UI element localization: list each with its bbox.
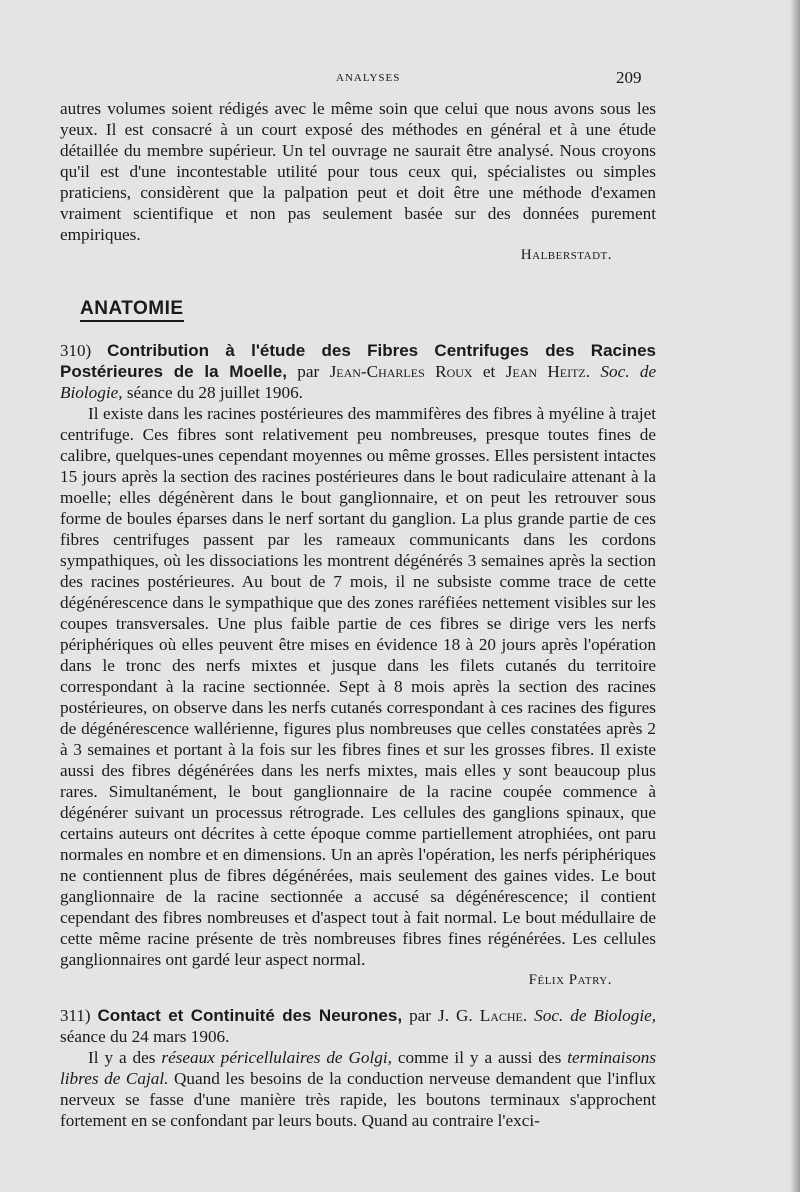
article-source: Soc. de Biologie, xyxy=(60,362,657,402)
article-310-body xyxy=(60,403,656,970)
article-author: Jean Heitz. xyxy=(505,362,591,381)
article-date: séance du 28 juillet 1906. xyxy=(126,383,303,402)
article-by: par xyxy=(409,1006,432,1025)
signature: Halberstadt. xyxy=(520,247,612,263)
article-311-body xyxy=(60,1047,656,1131)
article-italic-term: réseaux péricellulaires de Golgi, xyxy=(161,1048,392,1067)
intro-text: autres volumes soient rédigés avec le même soin que celui que nous avons sous les yeux. Il est consacré à un court exposé des méthodes en général et à une étude détaillée du membre supérieur. Un tel ouvrage ne saurait être analysé. Nous croyons qu'il est d'une incontestable utilité pour tous ceux qui, spécialistes ou simples praticiens, considèrent que la palpation peut et doit être une méthode d'examen vraiment scientifique et non pas seulement basée sur des données purement empiriques. xyxy=(60,99,656,244)
article-body-text: Il y a des xyxy=(88,1048,156,1067)
page-body xyxy=(60,98,656,1131)
section-title: ANATOMIE xyxy=(80,298,184,322)
intro-paragraph xyxy=(60,98,656,245)
article-body-text: comme il y a aussi des xyxy=(397,1048,562,1067)
article-source: Soc. de Biologie, xyxy=(534,1006,657,1025)
article-body-text: Il existe dans les racines postérieures des mammifères des fibres à myéline à trajet centrifuge. Ces fibres sont relativement peu nombreuses, presque toutes fines de calibre, quelques-unes cependant moyennes ou même grosses. Elles persistent intactes 15 jours après la section des racines postérieures dans le bout radiculaire attenant à la moelle; elles dégénèrent dans le bout ganglionnaire, et on peut les retrouver sous forme de boules éparses dans le nerf sortant du ganglion. La plus grande partie de ces fibres centrifuges passent par les rameaux communicants dans les cordons sympathiques, où les dissociations les montrent dégénérés 3 semaines après la section des racines postérieures. Au bout de 7 mois, il ne subsiste comme trace de cette dégénérescence dans le sympathique que des zones raréfiées nettement visibles sur les coupes transversales. Une plus faible partie de ces fibres se dirige vers les nerfs périphériques où elles peuvent être mises en évidence 18 à 20 jours après l'opération dans le tronc des nerfs mixtes et jusque dans les filets cutanés du territoire correspondant à la racine sectionnée. Sept à 8 mois après la section des racines postérieures, on observe dans les nerfs cutanés correspondant à ces racines des figures de dégénérescence wallérienne, figures plus nombreuses que celles constatées après 2 à 3 semaines et portant à la fois sur les fibres fines et sur les grosses fibres. Il existe aussi des fibres dégénérées dans les nerfs mixtes, mais elles y sont beaucoup plus rares. Simultanément, le bout ganglionnaire de la racine coupée commence à dégénérer suivant un processus rétrograde. Les cellules des ganglions spinaux, que certains auteurs ont décrites à cette époque comme partiellement atrophiées, ont paru normales en nombre et en dimensions. Un an après l'opération, les nerfs périphériques ne contiennent plus de fibres dégénérées, mais seulement des gaines vides. Le bout ganglionnaire de la racine sectionnée a accusé sa dégénérescence; il contient cependant des fibres nombreuses et d'aspect tout à fait normal. Le bout médullaire de cette même racine présente de très nombreuses fibres fines régénérées. Les cellules ganglionnaires ont gardé leur aspect normal. xyxy=(60,404,656,969)
article-author: J. G. Lache. xyxy=(438,1006,528,1025)
signature: Félix Patry. xyxy=(528,972,612,988)
article-number: 311) xyxy=(60,1006,91,1025)
article-310-heading xyxy=(60,340,656,403)
article-body-text: Quand les besoins de la conduction nerveuse demandent que l'influx nerveux se fasse d'une manière très rapide, les boutons terminaux s'approchent fortement en se confondant par leurs bouts. Quand au contraire l'exci- xyxy=(60,1069,657,1130)
article-italic-term: terminaisons libres de Cajal. xyxy=(60,1048,657,1088)
article-311-heading xyxy=(60,1005,656,1047)
article-author: Jean-Charles Roux xyxy=(329,362,473,381)
article-date: séance du 24 mars 1906. xyxy=(60,1027,230,1046)
page-edge-shadow xyxy=(790,0,800,1192)
article-number: 310) xyxy=(60,341,92,360)
article-title: Contribution à l'étude des Fibres Centrifuges des Racines Postérieures de la Moelle, xyxy=(60,341,656,381)
page-number: 209 xyxy=(616,68,642,87)
article-by: par xyxy=(297,362,320,381)
running-head: ANALYSES xyxy=(336,72,401,84)
article-title: Contact et Continuité des Neurones, xyxy=(97,1006,403,1025)
article-and: et xyxy=(482,362,496,381)
